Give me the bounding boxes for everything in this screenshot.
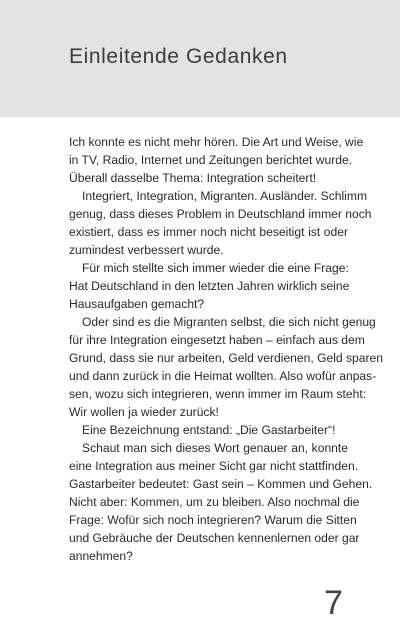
text-line: sen, wozu sich integrieren, wenn immer im Raum steht: [69, 387, 367, 401]
text-line: Hausaufgaben gemacht? [69, 297, 205, 311]
page-number: 7 [324, 584, 343, 622]
chapter-header [0, 0, 400, 117]
text-line: Hat Deutschland in den letzten Jahren wirklich seine [69, 279, 350, 293]
text-line: Eine Bezeichnung entstand: „Die Gastarbeiter“! [82, 423, 336, 437]
text-line: Nicht aber: Kommen, um zu bleiben. Also nochmal die [69, 495, 360, 509]
text-line: annehmen? [69, 549, 133, 563]
text-line: Wir wollen ja wieder zurück! [69, 405, 219, 419]
chapter-title: Einleitende Gedanken [69, 45, 288, 68]
text-line: Ich konnte es nicht mehr hören. Die Art und Weise, wie [69, 135, 364, 149]
text-line: Integriert, Integration, Migranten. Ausländer. Schlimm [82, 189, 368, 203]
text-line: zumindest verbessert wurde. [69, 243, 224, 257]
text-line: existiert, dass es immer noch nicht beseitigt ist oder [69, 225, 348, 239]
text-line: Überall dasselbe Thema: Integration scheitert! [69, 171, 317, 185]
text-line: Oder sind es die Migranten selbst, die sich nicht genug [82, 315, 376, 329]
body-text [69, 133, 383, 565]
text-line: Grund, dass sie nur arbeiten, Geld verdienen, Geld sparen [69, 351, 383, 365]
text-line: in TV, Radio, Internet und Zeitungen berichtet wurde. [69, 153, 353, 167]
text-line: Schaut man sich dieses Wort genauer an, konnte [82, 441, 348, 455]
text-line: Gastarbeiter bedeutet: Gast sein – Kommen und Gehen. [69, 477, 373, 491]
text-line: Für mich stellte sich immer wieder die eine Frage: [82, 261, 349, 275]
text-line: eine Integration aus meiner Sicht gar nicht stattfinden. [69, 459, 359, 473]
text-line: Frage: Wofür sich noch integrieren? Warum die Sitten [69, 513, 357, 527]
text-line: für ihre Integration eingesetzt haben – einfach aus dem [69, 333, 365, 347]
text-line: genug, dass dieses Problem in Deutschland immer noch [69, 207, 372, 221]
text-line: und Gebräuche der Deutschen kennenlernen oder gar [69, 531, 360, 545]
text-line: und dann zurück in die Heimat wollten. Also wofür anpas- [69, 369, 377, 383]
